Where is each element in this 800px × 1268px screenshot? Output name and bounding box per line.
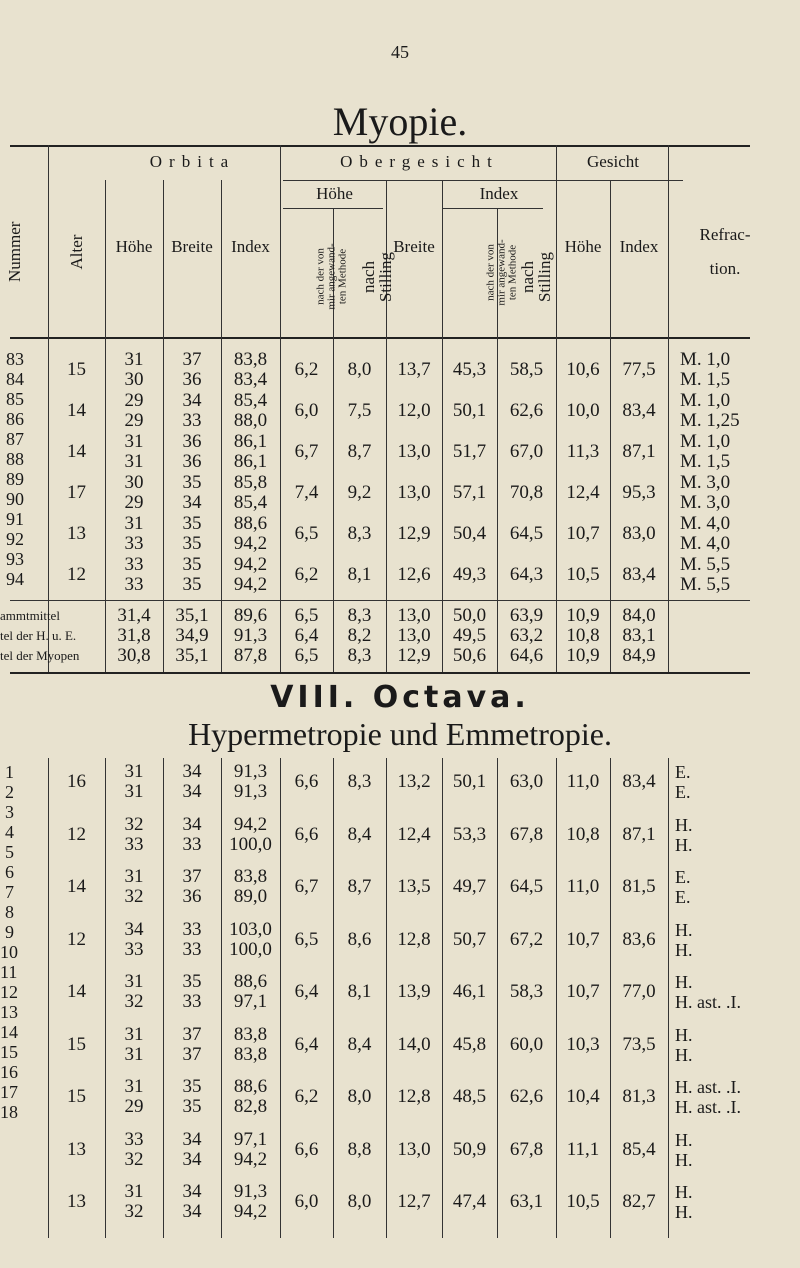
cell-og-hoehe-s: 8,1 bbox=[347, 564, 372, 585]
cell-g-hoehe: 11,0 bbox=[566, 876, 600, 897]
cell-alter: 13 bbox=[67, 523, 86, 544]
cell-o-hoehe: 31 31 bbox=[124, 761, 144, 802]
cell-o-breite: 37 37 bbox=[182, 1023, 202, 1065]
cell-og-index-m: 51,7 bbox=[452, 441, 487, 462]
cell-g-hoehe: 10,7 bbox=[566, 523, 600, 544]
cell-o-index: 97,1 94,2 bbox=[233, 1128, 268, 1170]
cell-o-index: 85,4 88,0 bbox=[233, 390, 268, 431]
header-orbita: Orbita bbox=[149, 152, 236, 171]
cell-og-breite: 13,9 bbox=[397, 981, 431, 1002]
header-refraction-line1: Refrac- bbox=[699, 225, 751, 244]
cell-og-index-s: 67,8 bbox=[509, 1138, 544, 1160]
cell-o-breite: 35 34 bbox=[182, 472, 202, 513]
hyper-row-numbers: 1 2 3 4 5 6 7 8 9 10 11 12 13 14 15 16 17 18 bbox=[0, 762, 18, 1122]
cell-o-hoehe: 34 33 bbox=[124, 918, 144, 960]
mean-og-index-m: 50,0 49,5 50,6 bbox=[452, 605, 487, 666]
mean-o-hoehe: 31,4 31,8 30,8 bbox=[117, 605, 151, 666]
header-obergesicht: Obergesicht bbox=[340, 152, 499, 171]
cell-og-breite: 12,0 bbox=[397, 400, 431, 421]
cell-og-hoehe-s: 8,4 bbox=[347, 1033, 372, 1055]
cell-og-hoehe-m: 7,4 bbox=[294, 482, 319, 503]
cell-g-index: 87,1 bbox=[622, 441, 656, 462]
cell-og-breite: 12,6 bbox=[397, 564, 431, 585]
cell-g-index: 81,3 bbox=[622, 1086, 656, 1107]
cell-g-index: 87,1 bbox=[622, 823, 656, 845]
top-rule bbox=[10, 145, 750, 147]
cell-og-index-m: 50,9 bbox=[452, 1138, 487, 1160]
header-og-index-stilling: nach Stilling bbox=[518, 251, 554, 303]
cell-alter: 15 bbox=[67, 1086, 86, 1107]
cell-og-hoehe-s: 7,5 bbox=[347, 400, 372, 421]
cell-og-breite: 14,0 bbox=[397, 1033, 431, 1055]
cell-og-hoehe-m: 6,5 bbox=[294, 928, 319, 950]
cell-alter: 14 bbox=[67, 876, 86, 897]
cell-refraction: E. E. bbox=[675, 762, 691, 802]
cell-og-index-s: 67,0 bbox=[509, 441, 544, 462]
cell-g-index: 83,6 bbox=[622, 928, 656, 950]
cell-og-index-m: 48,5 bbox=[452, 1086, 487, 1107]
cell-g-hoehe: 10,8 bbox=[566, 823, 600, 845]
cell-og-index-s: 58,3 bbox=[509, 981, 544, 1002]
section-heading: VIII. Octava. bbox=[270, 680, 530, 715]
cell-o-hoehe: 29 29 bbox=[124, 390, 144, 431]
cell-alter: 14 bbox=[67, 981, 86, 1002]
header-og-index-method: nach der von mir angewand- ten Methode bbox=[484, 239, 519, 306]
cell-o-breite: 36 36 bbox=[182, 431, 202, 472]
cell-og-breite: 13,0 bbox=[397, 441, 431, 462]
cell-o-hoehe: 31 31 bbox=[124, 1023, 144, 1065]
header-nummer: Nummer bbox=[5, 221, 24, 282]
cell-refraction: M. 3,0 M. 3,0 bbox=[680, 472, 731, 513]
cell-o-breite: 35 33 bbox=[182, 971, 202, 1012]
cell-o-index: 91,3 91,3 bbox=[233, 761, 268, 802]
cell-og-breite: 13,0 bbox=[397, 1138, 431, 1160]
cell-refraction: E. E. bbox=[675, 867, 691, 907]
cell-og-hoehe-s: 8,0 bbox=[347, 359, 372, 380]
cell-o-hoehe: 31 32 bbox=[124, 866, 144, 907]
cell-o-breite: 33 33 bbox=[182, 918, 202, 960]
cell-g-index: 82,7 bbox=[622, 1191, 656, 1212]
mean-g-hoehe: 10,9 10,8 10,9 bbox=[566, 605, 600, 666]
header-refraction-line2: tion. bbox=[709, 259, 741, 278]
cell-og-index-s: 70,8 bbox=[509, 482, 544, 503]
cell-refraction: H. H. bbox=[675, 919, 693, 960]
mean-o-index: 89,6 91,3 87,8 bbox=[233, 605, 268, 666]
cell-o-breite: 34 33 bbox=[182, 390, 202, 431]
cell-og-hoehe-s: 8,7 bbox=[347, 441, 372, 462]
cell-og-hoehe-m: 6,0 bbox=[294, 400, 319, 421]
cell-alter: 13 bbox=[67, 1191, 86, 1212]
cell-o-hoehe: 31 32 bbox=[124, 1181, 144, 1222]
cell-refraction: M. 1,0 M. 1,5 bbox=[680, 431, 731, 472]
cell-refraction: M. 4,0 M. 4,0 bbox=[680, 513, 731, 554]
cell-og-hoehe-m: 6,4 bbox=[294, 981, 319, 1002]
cell-g-index: 77,5 bbox=[622, 359, 656, 380]
cell-og-breite: 13,7 bbox=[397, 359, 431, 380]
cell-o-index: 91,3 94,2 bbox=[233, 1181, 268, 1222]
cell-og-index-s: 64,5 bbox=[509, 876, 544, 897]
cell-g-hoehe: 10,6 bbox=[566, 359, 600, 380]
cell-og-index-s: 62,6 bbox=[509, 400, 544, 421]
myopie-row-numbers: 83 84 85 86 87 88 89 90 91 92 93 94 bbox=[6, 349, 24, 589]
cell-g-hoehe: 10,5 bbox=[566, 1191, 600, 1212]
header-o-hoehe: Höhe bbox=[115, 237, 153, 256]
cell-o-hoehe: 31 32 bbox=[124, 971, 144, 1012]
cell-og-hoehe-s: 8,0 bbox=[347, 1191, 372, 1212]
mean-og-index-s: 63,9 63,2 64,6 bbox=[509, 605, 544, 666]
header-o-breite: Breite bbox=[171, 237, 213, 256]
cell-og-breite: 13,0 bbox=[397, 482, 431, 503]
cell-og-index-s: 58,5 bbox=[509, 359, 544, 380]
cell-o-breite: 35 35 bbox=[182, 513, 202, 554]
cell-og-hoehe-s: 8,1 bbox=[347, 981, 372, 1002]
cell-og-hoehe-m: 6,4 bbox=[294, 1033, 319, 1055]
cell-g-hoehe: 11,1 bbox=[566, 1138, 600, 1160]
section-subtitle: Hypermetropie und Emmetropie. bbox=[188, 716, 612, 752]
header-og-index: Index bbox=[479, 184, 519, 203]
cell-og-hoehe-s: 8,3 bbox=[347, 771, 372, 792]
cell-og-hoehe-m: 6,7 bbox=[294, 441, 319, 462]
cell-g-hoehe: 12,4 bbox=[566, 482, 600, 503]
cell-g-hoehe: 11,0 bbox=[566, 771, 600, 792]
cell-o-breite: 35 35 bbox=[182, 1076, 202, 1117]
cell-g-index: 81,5 bbox=[622, 876, 656, 897]
cell-refraction: H. ast. .I. H. ast. .I. bbox=[675, 1077, 741, 1117]
cell-og-index-s: 67,2 bbox=[509, 928, 544, 950]
cell-og-hoehe-m: 6,2 bbox=[294, 564, 319, 585]
cell-o-index: 83,8 83,4 bbox=[233, 349, 268, 390]
cell-og-breite: 12,8 bbox=[397, 1086, 431, 1107]
cell-og-index-s: 67,8 bbox=[509, 823, 544, 845]
mean-og-hoehe-m: 6,5 6,4 6,5 bbox=[294, 605, 319, 666]
cell-og-hoehe-s: 8,0 bbox=[347, 1086, 372, 1107]
cell-o-breite: 35 35 bbox=[182, 554, 202, 595]
cell-alter: 15 bbox=[67, 359, 86, 380]
cell-o-index: 83,8 83,8 bbox=[233, 1023, 268, 1065]
cell-g-index: 83,4 bbox=[622, 771, 656, 792]
cell-o-hoehe: 32 33 bbox=[124, 813, 144, 855]
cell-og-index-s: 64,5 bbox=[509, 523, 544, 544]
cell-alter: 14 bbox=[67, 400, 86, 421]
page-number: 45 bbox=[391, 42, 409, 62]
cell-og-hoehe-s: 8,7 bbox=[347, 876, 372, 897]
cell-o-breite: 34 34 bbox=[182, 1181, 202, 1222]
header-bottom-rule bbox=[10, 337, 750, 339]
cell-og-index-s: 63,1 bbox=[509, 1191, 544, 1212]
cell-og-hoehe-s: 8,6 bbox=[347, 928, 372, 950]
cell-refraction: H. H. bbox=[675, 1129, 693, 1170]
cell-alter: 12 bbox=[67, 823, 86, 845]
cell-o-index: 94,2 100,0 bbox=[229, 813, 272, 855]
cell-og-index-m: 45,8 bbox=[452, 1033, 487, 1055]
cell-og-hoehe-m: 6,0 bbox=[294, 1191, 319, 1212]
header-og-breite: Breite bbox=[393, 237, 435, 256]
cell-alter: 15 bbox=[67, 1033, 86, 1055]
cell-g-hoehe: 10,7 bbox=[566, 928, 600, 950]
cell-og-index-s: 62,6 bbox=[509, 1086, 544, 1107]
cell-o-hoehe: 31 33 bbox=[124, 513, 144, 554]
cell-g-hoehe: 10,4 bbox=[566, 1086, 600, 1107]
cell-o-breite: 37 36 bbox=[182, 349, 202, 390]
means-top-rule bbox=[10, 600, 750, 601]
header-og-hoehe-stilling: nach Stilling bbox=[359, 251, 395, 303]
cell-o-index: 83,8 89,0 bbox=[233, 866, 268, 907]
cell-o-hoehe: 30 29 bbox=[124, 472, 144, 513]
cell-og-breite: 12,8 bbox=[397, 928, 431, 950]
cell-og-breite: 12,4 bbox=[397, 823, 431, 845]
cell-g-index: 83,0 bbox=[622, 523, 656, 544]
cell-og-hoehe-s: 9,2 bbox=[347, 482, 372, 503]
means-bottom-rule bbox=[10, 672, 750, 674]
cell-g-hoehe: 11,3 bbox=[566, 441, 600, 462]
cell-refraction: H. H. bbox=[675, 814, 693, 855]
mean-g-index: 84,0 83,1 84,9 bbox=[622, 605, 656, 666]
cell-og-breite: 12,7 bbox=[397, 1191, 431, 1212]
cell-og-index-s: 64,3 bbox=[509, 564, 544, 585]
cell-og-breite: 13,5 bbox=[397, 876, 431, 897]
cell-o-hoehe: 31 30 bbox=[124, 349, 144, 390]
mean-og-hoehe-s: 8,3 8,2 8,3 bbox=[347, 605, 372, 666]
cell-o-breite: 37 36 bbox=[182, 866, 202, 907]
cell-o-hoehe: 33 32 bbox=[124, 1128, 144, 1170]
cell-og-hoehe-m: 6,6 bbox=[294, 823, 319, 845]
cell-o-index: 85,8 85,4 bbox=[233, 472, 268, 513]
cell-og-hoehe-s: 8,4 bbox=[347, 823, 372, 845]
cell-o-index: 88,6 82,8 bbox=[233, 1076, 268, 1117]
cell-og-index-m: 50,7 bbox=[452, 928, 487, 950]
cell-o-breite: 34 34 bbox=[182, 761, 202, 802]
header-refraction bbox=[670, 218, 780, 286]
cell-g-index: 83,4 bbox=[622, 564, 656, 585]
cell-o-hoehe: 31 29 bbox=[124, 1076, 144, 1117]
cell-og-index-m: 45,3 bbox=[452, 359, 487, 380]
cell-o-index: 94,2 94,2 bbox=[233, 554, 268, 595]
means-labels: ammtmittel tel der H. u. E. tel der Myopen bbox=[0, 608, 80, 663]
cell-o-hoehe: 33 33 bbox=[124, 554, 144, 595]
cell-g-hoehe: 10,5 bbox=[566, 564, 600, 585]
mean-o-breite: 35,1 34,9 35,1 bbox=[175, 605, 209, 666]
cell-o-index: 86,1 86,1 bbox=[233, 431, 268, 472]
cell-og-hoehe-m: 6,5 bbox=[294, 523, 319, 544]
cell-og-hoehe-s: 8,3 bbox=[347, 523, 372, 544]
cell-g-hoehe: 10,3 bbox=[566, 1033, 600, 1055]
cell-o-hoehe: 31 31 bbox=[124, 431, 144, 472]
page-title: Myopie. bbox=[332, 99, 468, 144]
cell-og-hoehe-m: 6,6 bbox=[294, 771, 319, 792]
cell-og-hoehe-m: 6,6 bbox=[294, 1138, 319, 1160]
cell-g-index: 85,4 bbox=[622, 1138, 656, 1160]
cell-refraction: M. 1,0 M. 1,5 bbox=[680, 349, 731, 390]
cell-og-index-m: 49,7 bbox=[452, 876, 487, 897]
cell-alter: 16 bbox=[67, 771, 86, 792]
cell-alter: 13 bbox=[67, 1138, 86, 1160]
cell-o-breite: 34 33 bbox=[182, 813, 202, 855]
header-g-index: Index bbox=[619, 237, 659, 256]
cell-alter: 12 bbox=[67, 564, 86, 585]
cell-og-index-m: 53,3 bbox=[452, 823, 487, 845]
cell-o-index: 103,0 100,0 bbox=[229, 918, 272, 960]
cell-og-index-m: 50,1 bbox=[452, 400, 487, 421]
mean-og-breite: 13,0 13,0 12,9 bbox=[397, 605, 431, 666]
cell-og-breite: 13,2 bbox=[397, 771, 431, 792]
header-o-index: Index bbox=[231, 237, 270, 256]
cell-g-index: 73,5 bbox=[622, 1033, 656, 1055]
cell-refraction: H. H. bbox=[675, 1024, 693, 1065]
cell-og-hoehe-m: 6,2 bbox=[294, 359, 319, 380]
cell-refraction: M. 1,0 M. 1,25 bbox=[680, 390, 740, 431]
cell-og-index-m: 57,1 bbox=[452, 482, 487, 503]
header-alter: Alter bbox=[67, 234, 86, 270]
cell-alter: 12 bbox=[67, 928, 86, 950]
cell-og-index-m: 50,1 bbox=[452, 771, 487, 792]
cell-og-index-s: 63,0 bbox=[509, 771, 544, 792]
cell-refraction: H. H. ast. .I. bbox=[675, 972, 741, 1012]
cell-og-index-m: 46,1 bbox=[452, 981, 487, 1002]
header-gesicht: Gesicht bbox=[587, 152, 639, 171]
cell-og-hoehe-m: 6,7 bbox=[294, 876, 319, 897]
header-og-hoehe-method: nach der von mir angewand- ten Methode bbox=[314, 243, 349, 310]
cell-refraction: H. H. bbox=[675, 1182, 693, 1222]
cell-og-index-m: 50,4 bbox=[452, 523, 487, 544]
cell-og-index-m: 47,4 bbox=[452, 1191, 487, 1212]
cell-g-hoehe: 10,7 bbox=[566, 981, 600, 1002]
cell-o-index: 88,6 94,2 bbox=[233, 513, 268, 554]
cell-og-hoehe-m: 6,2 bbox=[294, 1086, 319, 1107]
cell-g-index: 95,3 bbox=[622, 482, 656, 503]
cell-refraction: M. 5,5 M. 5,5 bbox=[680, 554, 731, 595]
cell-og-breite: 12,9 bbox=[397, 523, 431, 544]
cell-og-hoehe-s: 8,8 bbox=[347, 1138, 372, 1160]
cell-g-index: 83,4 bbox=[622, 400, 656, 421]
cell-og-index-m: 49,3 bbox=[452, 564, 487, 585]
cell-o-index: 88,6 97,1 bbox=[233, 971, 268, 1012]
cell-alter: 14 bbox=[67, 441, 86, 462]
header-g-hoehe: Höhe bbox=[564, 237, 602, 256]
cell-og-index-s: 60,0 bbox=[509, 1033, 544, 1055]
cell-alter: 17 bbox=[67, 482, 86, 503]
cell-o-breite: 34 34 bbox=[182, 1128, 202, 1170]
cell-g-hoehe: 10,0 bbox=[566, 400, 600, 421]
header-og-hoehe: Höhe bbox=[316, 184, 353, 203]
cell-g-index: 77,0 bbox=[622, 981, 656, 1002]
